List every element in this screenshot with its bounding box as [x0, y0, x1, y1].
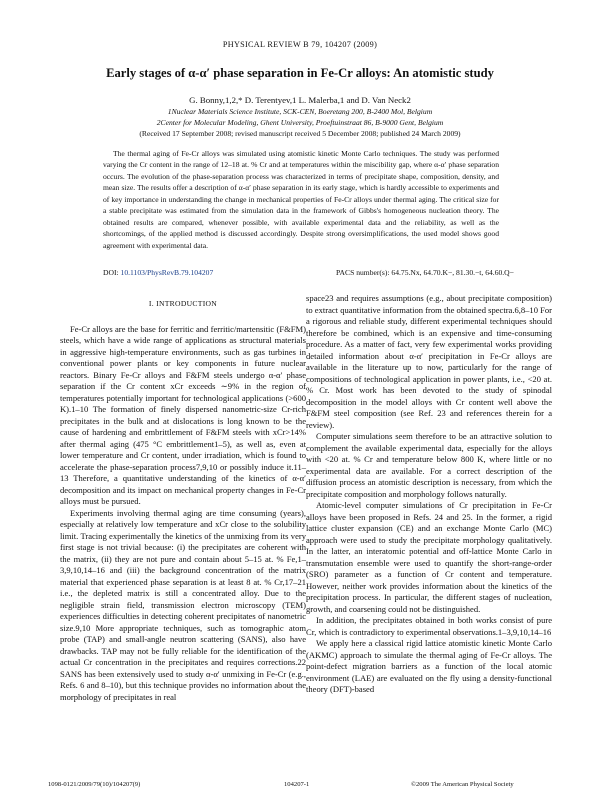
paragraph: Experiments involving thermal aging are time consuming (years), especially at relatively low temperature and xCr close to the solubility limit. Tracing experimentally the kinetics of the unmixing from its very first stage is not trivial because: (i) the precipitates are coherent with the matrix, (ii) they are not pure and contain about 5–15 at. % Fe,1–3,9,10,14–16 and (iii) the background concentration of the matrix material that experienced phase separation is at least 8 at. % Cr,17–21 i.e., the depleted matrix is still a concentrated alloy. Due to the negligible strain field, transmission electron microscopy (TEM) experiences difficulties in detecting coherent precipitates of nanometric size.9,10 More appropriate techniques, such as tomographic atom probe (TAP) and small-angle neutron scattering (SANS), also have drawbacks. TAP may not be fully reliable for the identification of the actual Cr concentration in the precipitates and requires corrections.22 SANS has been extensively used to study α-α′ unmixing in Fe-Cr (e.g., Refs. 6 and 8–10), but this technique provides no information about the morphology of precipitates in real	[60, 507, 306, 702]
doi-link[interactable]: 10.1103/PhysRevB.79.104207	[120, 268, 214, 277]
pacs-numbers: PACS number(s): 64.75.Nx, 64.70.K−, 81.30.−t, 64.60.Q−	[336, 268, 514, 277]
footer-issn: 1098-0121/2009/79(10)/104207(9)	[48, 781, 141, 788]
journal-header: PHYSICAL REVIEW B 79, 104207 (2009)	[222, 40, 378, 49]
doi-label: DOI:	[103, 268, 119, 277]
section-heading: I. INTRODUCTION	[148, 299, 218, 308]
paragraph: space23 and requires assumptions (e.g., about precipitate composition) to extract quantitative information from the obtained spectra.6,8–10 For a rigorous and reliable study, different experimental techniques should therefore be combined, which is an expensive and time-consuming procedure. As a matter of fact, very few experimental works providing detailed information about α-α′ precipitation in Fe-Cr alloys are available in the literature up to now, particularly for the range of compositions of technological application in power plants, i.e., <20 at. % Cr. Most work has been devoted to the study of spinodal decomposition in the model alloys with Cr content well above the F&FM steel composition (see Ref. 23 and references therein for a review).	[306, 293, 552, 430]
footer-page-number: 104207-1	[284, 781, 310, 788]
author-list: G. Bonny,1,2,* D. Terentyev,1 L. Malerba,1 and D. Van Neck2	[189, 95, 411, 105]
received-dates: (Received 17 September 2008; revised manuscript received 5 December 2008; published 24 March 2009)	[139, 129, 461, 138]
footer-copyright: ©2009 The American Physical Society	[411, 781, 514, 788]
paragraph: We apply here a classical rigid lattice atomistic kinetic Monte Carlo (AKMC) approach to simulate the thermal aging of Fe-Cr alloys. The point-defect migration barriers as a function of the local atomic environment (LAE) are evaluated on the fly using a density-functional theory (DFT)-based	[306, 638, 552, 694]
right-column	[306, 293, 552, 696]
paragraph: In addition, the precipitates obtained in both works consist of pure Cr, which is contradictory to experimental observations.1–3,9,10,14–16	[306, 615, 552, 637]
doi-line	[103, 268, 213, 277]
affiliation-1: 1Nuclear Materials Science Institute, SCK-CEN, Boeretang 200, B-2400 Mol, Belgium	[167, 107, 433, 116]
abstract: The thermal aging of Fe-Cr alloys was simulated using atomistic kinetic Monte Carlo techniques. The study was performed varying the Cr content in the range of 12–18 at. % Cr and at temperatures within the miscibility gap, where α-α′ phase separation occurs. The evolution of the phase-separation process was characterized in terms of precipitate shape, composition, density, and mean size. The results offer a description of α-α′ phase separation in its early stage, which is hardly accessible to experiments and of key importance in understanding the change in mechanical properties of Fe-Cr alloys under thermal aging. The critical size for a stable precipitate was estimated from the simulation data in the framework of Gibbs's homogeneous nucleation theory. The obtained results are compared, whenever possible, with available experimental data and the reliability, as well as the shortcomings, of the applied method is discussed accordingly. Despite strong oversimplifications, the used model shows good agreement with experimental data.	[103, 149, 499, 250]
affiliation-2: 2Center for Molecular Modeling, Ghent University, Proeftuinstraat 86, B-9000 Gent, Belgium	[156, 118, 444, 127]
paragraph: Fe-Cr alloys are the base for ferritic and ferritic/martensitic (F&FM) steels, which have a wide range of applications as structural materials in aggressive high-temperature environments, such as gas turbines in conventional power plants or key components in future nuclear reactors. Binary Fe-Cr alloys and F&FM steels undergo α-α′ phase separation if the Cr content xCr exceeds ∼9% in the region of temperatures potentially important for technological applications (>600 K).1–10 The formation of finely dispersed nanometric-size Cr-rich precipitates in the bulk and at dislocations is long known to be the cause of hardening and embrittlement of F&FM steels with xCr>14% after thermal aging (475 °C embrittlement1–5), as well as, even at lower temperature and Cr content, under irradiation, which is found to accelerate the phase-separation process7,9,10 or possibly induce it.11–13 Therefore, a quantitative understanding of the kinetics of α-α′ decomposition and its impact on mechanical property changes in Fe-Cr alloys must be pursued.	[60, 323, 306, 506]
paragraph: Atomic-level computer simulations of Cr precipitation in Fe-Cr alloys have been proposed in Refs. 24 and 25. In the former, a rigid lattice cluster expansion (CE) and an exchange Monte Carlo (MC) approach were used to study the precipitate morphology qualitatively. In the latter, an interatomic potential and off-lattice Monte Carlo in transmutation ensemble were used to quantify the short-range-order (SRO) parameter as a function of Cr content and temperature. However, neither work provides information about the kinetics of the precipitation process. In particular, the different stages of nucleation, growth, and coarsening could not be distinguished.	[306, 500, 552, 614]
paper-title: Early stages of α-α′ phase separation in Fe-Cr alloys: An atomistic study	[106, 66, 494, 80]
left-column	[60, 298, 306, 703]
paragraph: Computer simulations seem therefore to be an attractive solution to complement the available experimental data, especially for the alloys with <20 at. % Cr and temperature below 800 K, where little or no experimental data are available. For a correct description of the diffusion process an atomistic description is necessary, from which the precipitate composition and morphology follows naturally.	[306, 431, 552, 499]
